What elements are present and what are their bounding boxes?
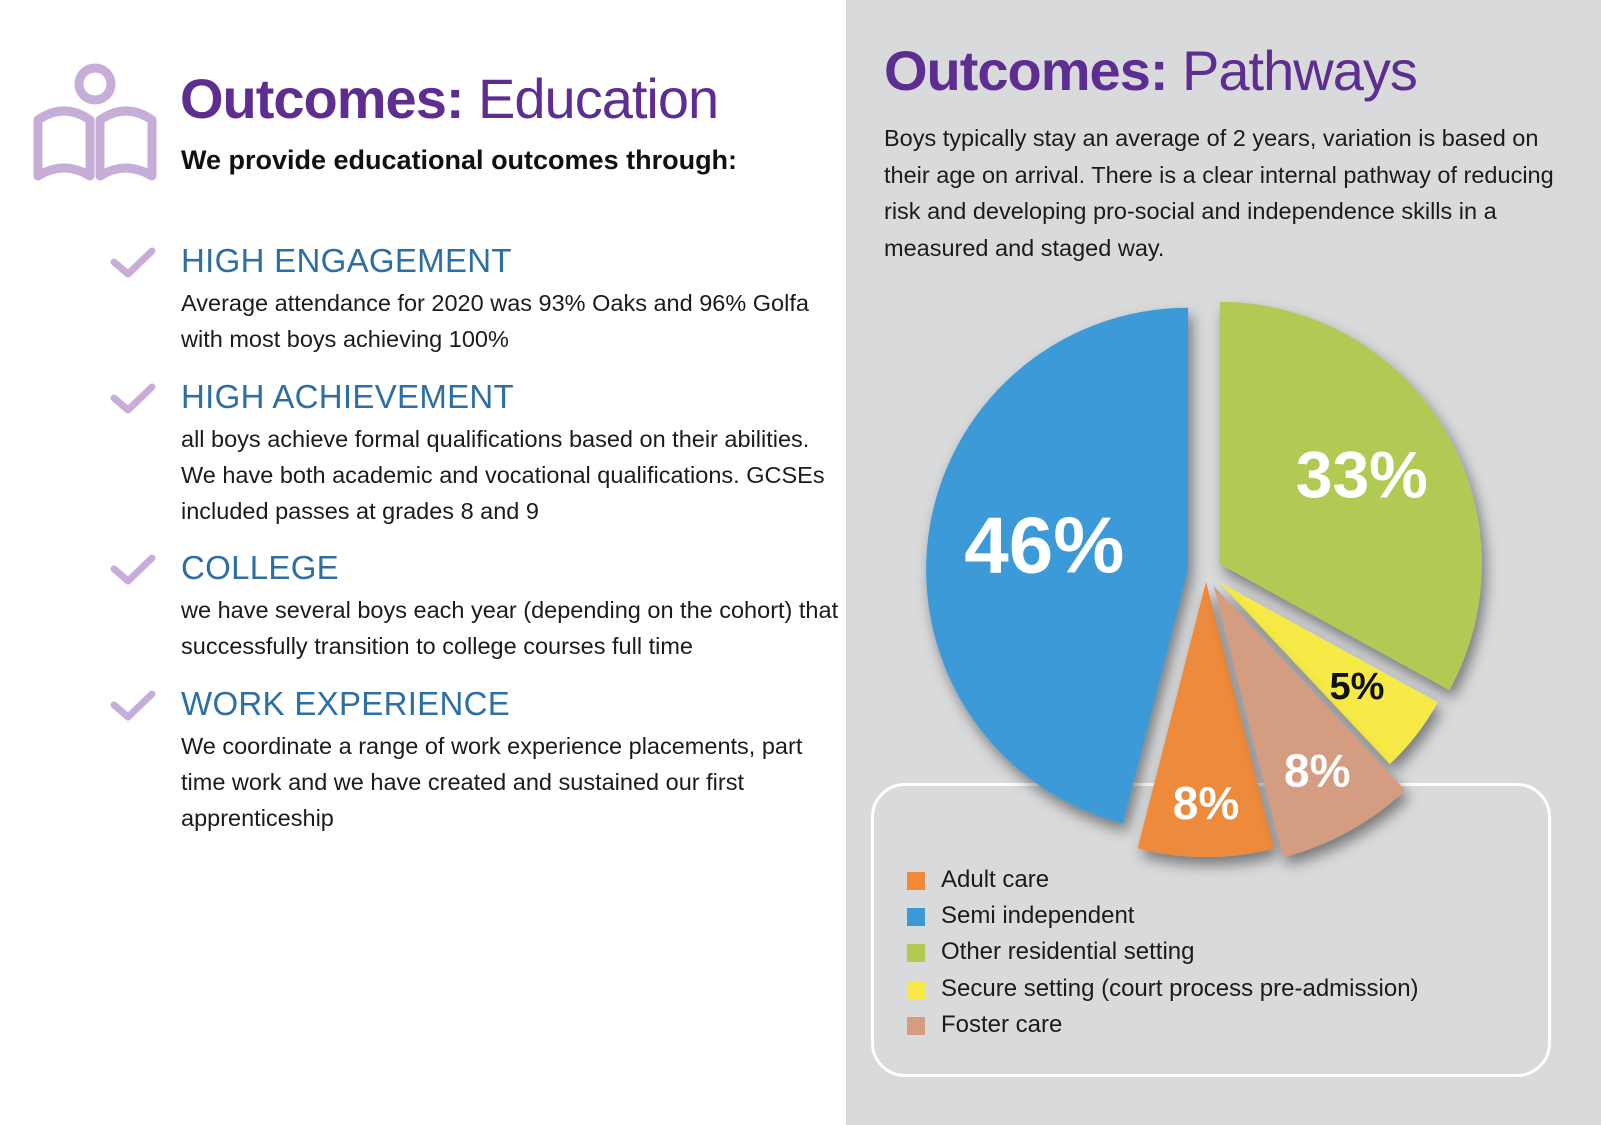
education-title: Outcomes: Education: [180, 67, 719, 130]
pie-data-label: 5%: [1329, 666, 1385, 709]
pathways-title: Outcomes: Pathways: [884, 39, 1417, 102]
open-book-reader-icon: [30, 62, 160, 192]
outcome-body: Average attendance for 2020 was 93% Oaks and 96% Golfa with most boys achieving 100%: [181, 290, 809, 352]
legend-label: Other residential setting: [941, 938, 1195, 966]
legend-label: Adult care: [941, 866, 1050, 893]
checkmark-icon: [110, 689, 156, 723]
outcome-body: We coordinate a range of work experience placements, part time work and we have created and sustained our first apprenticeship: [181, 733, 803, 831]
checkmark-icon: [110, 382, 156, 416]
legend-label: Secure setting (court process pre-admission): [941, 974, 1419, 1002]
outcome-heading: HIGH ACHIEVEMENT: [181, 378, 515, 415]
legend-swatch: [907, 1017, 925, 1035]
legend-label: Semi independent: [941, 902, 1135, 930]
legend-swatch: [907, 908, 925, 926]
pie-data-label: 46%: [964, 500, 1125, 590]
checkmark-icon: [110, 553, 156, 587]
legend-swatch: [907, 981, 925, 999]
pie-data-label: 8%: [1284, 744, 1351, 797]
pie-data-label: 8%: [1172, 777, 1240, 830]
outcome-heading: COLLEGE: [181, 549, 339, 586]
pathways-description: Boys typically stay an average of 2 years, variation is based on their age on arrival. There is a clear internal pathway of reducing risk and developing pro-social and independence skills in a measured and staged way.: [884, 125, 1554, 261]
outcome-heading: HIGH ENGAGEMENT: [181, 242, 512, 279]
outcome-body: we have several boys each year (depending on the cohort) that successfully transition to college courses full time: [181, 597, 839, 659]
checkmark-icon: [110, 246, 156, 280]
legend-swatch: [907, 944, 925, 962]
outcome-body: all boys achieve formal qualifications based on their abilities. We have both academic and vocational qualifications. GCSEs included passes at grades 8 and 9: [181, 426, 825, 524]
legend-label: Foster care: [941, 1010, 1063, 1038]
education-subtitle: We provide educational outcomes through:: [181, 145, 738, 175]
pie-data-label: 33%: [1295, 437, 1428, 512]
outcome-heading: WORK EXPERIENCE: [181, 685, 511, 722]
legend-swatch: [907, 872, 925, 890]
